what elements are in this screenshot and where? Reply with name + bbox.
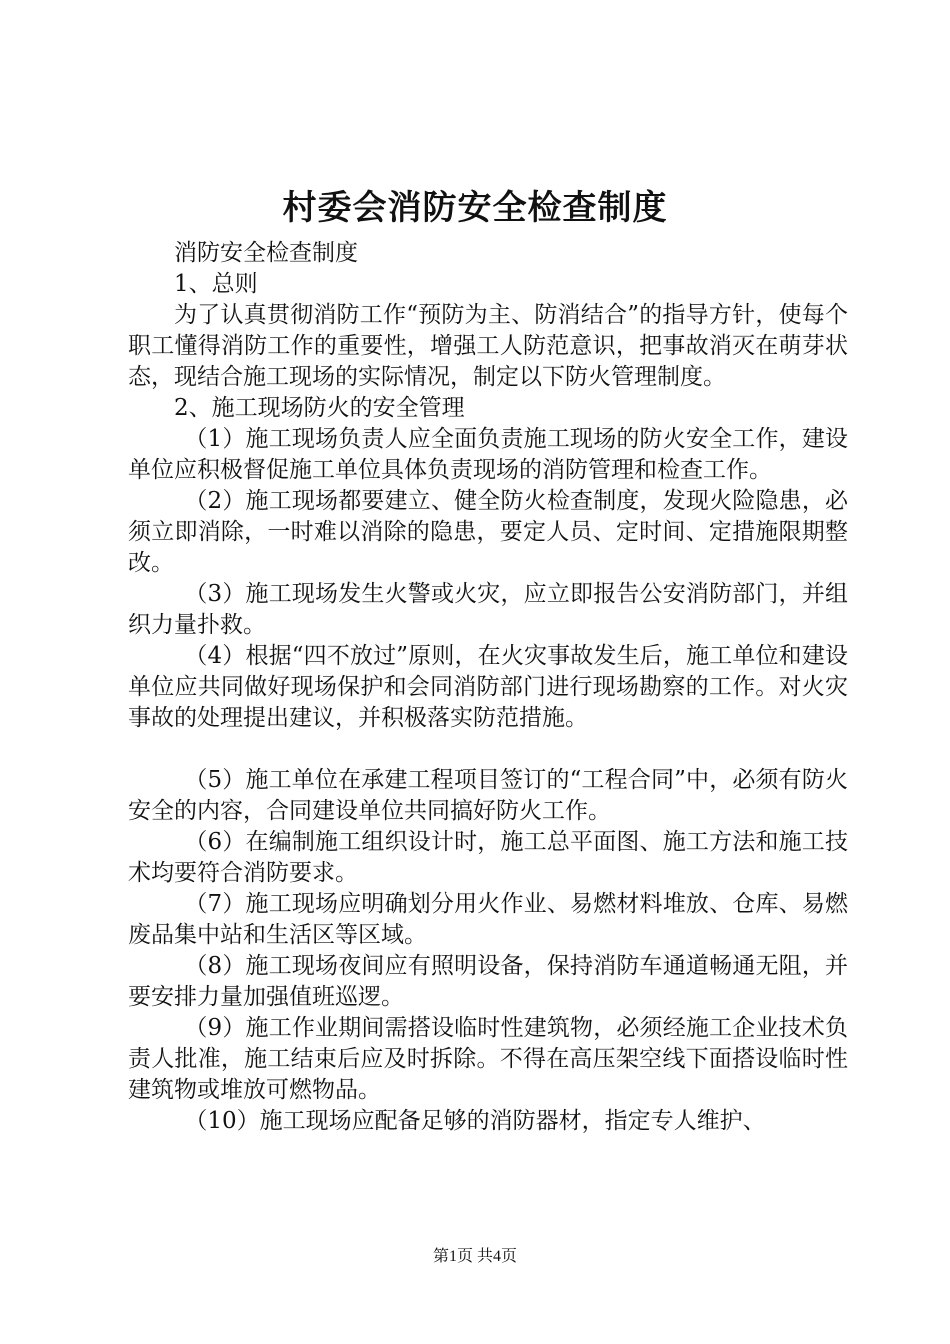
paragraph-item-2: （2）施工现场都要建立、健全防火检查制度，发现火险隐患，必须立即消除，一时难以消除的隐患，要定人员、定时间、定措施限期整改。 <box>128 488 848 576</box>
paragraph-item-6: （6）在编制施工组织设计时，施工总平面图、施工方法和施工技术均要符合消防要求。 <box>128 829 848 886</box>
paragraph-item-9: （9）施工作业期间需搭设临时性建筑物，必须经施工企业技术负责人批准，施工结束后应及时拆除。不得在高压架空线下面搭设临时性建筑物或堆放可燃物品。 <box>128 1015 848 1103</box>
paragraph-heading: 消防安全检查制度 <box>174 240 358 266</box>
paragraph-section-2: 2、施工现场防火的安全管理 <box>174 395 465 421</box>
document-title: 村委会消防安全检查制度 <box>282 188 668 228</box>
paragraph-item-8: （8）施工现场夜间应有照明设备，保持消防车通道畅通无阻，并要安排力量加强值班巡逻。 <box>128 953 848 1010</box>
paragraph-item-5: （5）施工单位在承建工程项目签订的“工程合同”中，必须有防火安全的内容，合同建设单位共同搞好防火工作。 <box>128 767 848 824</box>
paragraph-item-3: （3）施工现场发生火警或火灾，应立即报告公安消防部门，并组织力量扑救。 <box>128 581 848 638</box>
paragraph-item-10: （10）施工现场应配备足够的消防器材，指定专人维护、 <box>184 1108 766 1134</box>
paragraph-section-1: 1、总则 <box>174 271 258 297</box>
document-body <box>128 238 848 1137</box>
paragraph-item-4: （4）根据“四不放过”原则，在火灾事故发生后，施工单位和建设单位应共同做好现场保护和会同消防部门进行现场勘察的工作。对火灾事故的处理提出建议，并积极落实防范措施。 <box>128 643 848 731</box>
paragraph-item-7: （7）施工现场应明确划分用火作业、易燃材料堆放、仓库、易燃废品集中站和生活区等区域。 <box>128 891 848 948</box>
paragraph-item-1: （1）施工现场负责人应全面负责施工现场的防火安全工作，建设单位应积极督促施工单位具体负责现场的消防管理和检查工作。 <box>128 426 848 483</box>
page-number-footer: 第1页 共4页 <box>432 1248 517 1265</box>
paragraph-general: 为了认真贯彻消防工作“预防为主、防消结合”的指导方针，使每个职工懂得消防工作的重要性，增强工人防范意识，把事故消灭在萌芽状态，现结合施工现场的实际情况，制定以下防火管理制度。 <box>128 302 848 390</box>
